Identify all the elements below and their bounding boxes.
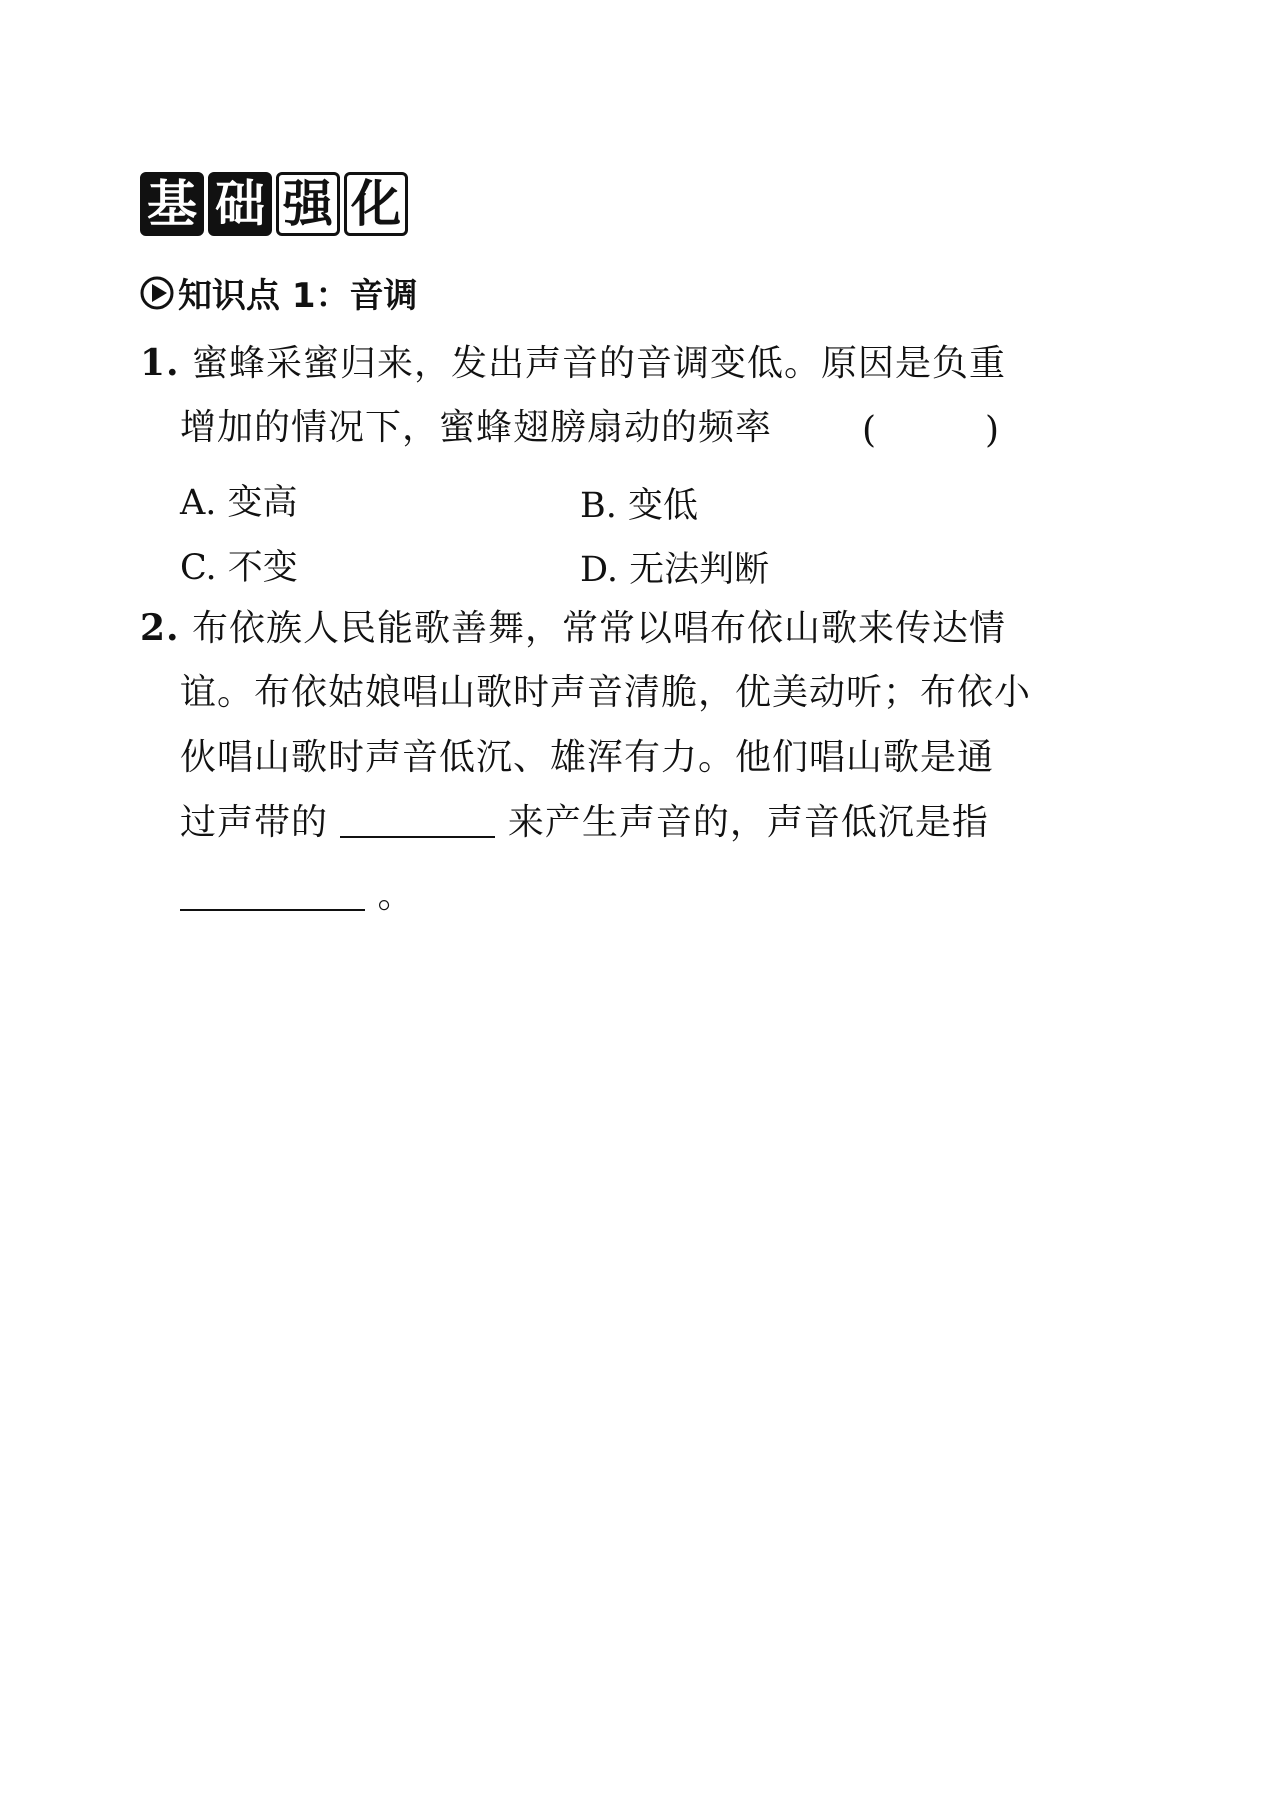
section-title <box>140 172 408 236</box>
section-title-char-2: 础 <box>208 172 272 236</box>
question-2-line-4 <box>180 802 989 843</box>
answer-bracket-close: ) <box>985 410 1000 451</box>
answer-blank-1 <box>340 806 495 838</box>
option-b: B. 变低 <box>580 486 698 526</box>
question-2-text-line-2: 谊。布依姑娘唱山歌时声音清脆，优美动听；布依小 <box>180 672 1032 713</box>
section-title-char-4: 化 <box>344 172 408 236</box>
question-1-text-line-1: 蜜蜂采蜜归来，发出声音的音调变低。原因是负重 <box>192 343 1007 384</box>
question-1-line-1 <box>140 342 1007 384</box>
answer-bracket-open: ( <box>862 410 877 451</box>
knowledge-point-label: 知识点 1：音调 <box>178 276 418 316</box>
question-2-text-line-4-before: 过声带的 <box>180 802 329 843</box>
option-d: D. 无法判断 <box>580 550 770 590</box>
question-1-number: 1. <box>140 342 180 384</box>
option-a: A. 变高 <box>180 483 298 523</box>
question-2-line-1 <box>140 607 1007 649</box>
section-title-char-3: 强 <box>276 172 340 236</box>
question-1-text-line-2: 增加的情况下，蜜蜂翅膀扇动的频率 <box>180 407 773 448</box>
question-2-number: 2. <box>140 607 180 649</box>
section-title-char-1: 基 <box>140 172 204 236</box>
question-2-text-line-4-after: 来产生声音的，声音低沉是指 <box>507 802 989 843</box>
knowledge-point-heading <box>140 268 418 317</box>
question-2-period: 。 <box>377 875 415 916</box>
question-2-line-5 <box>180 875 415 916</box>
answer-blank-2 <box>180 879 365 911</box>
question-2-text-line-3: 伙唱山歌时声音低沉、雄浑有力。他们唱山歌是通 <box>180 737 995 778</box>
option-c: C. 不变 <box>180 548 298 588</box>
question-2-text-line-1: 布依族人民能歌善舞，常常以唱布依山歌来传达情 <box>192 608 1007 649</box>
play-icon <box>140 276 174 310</box>
